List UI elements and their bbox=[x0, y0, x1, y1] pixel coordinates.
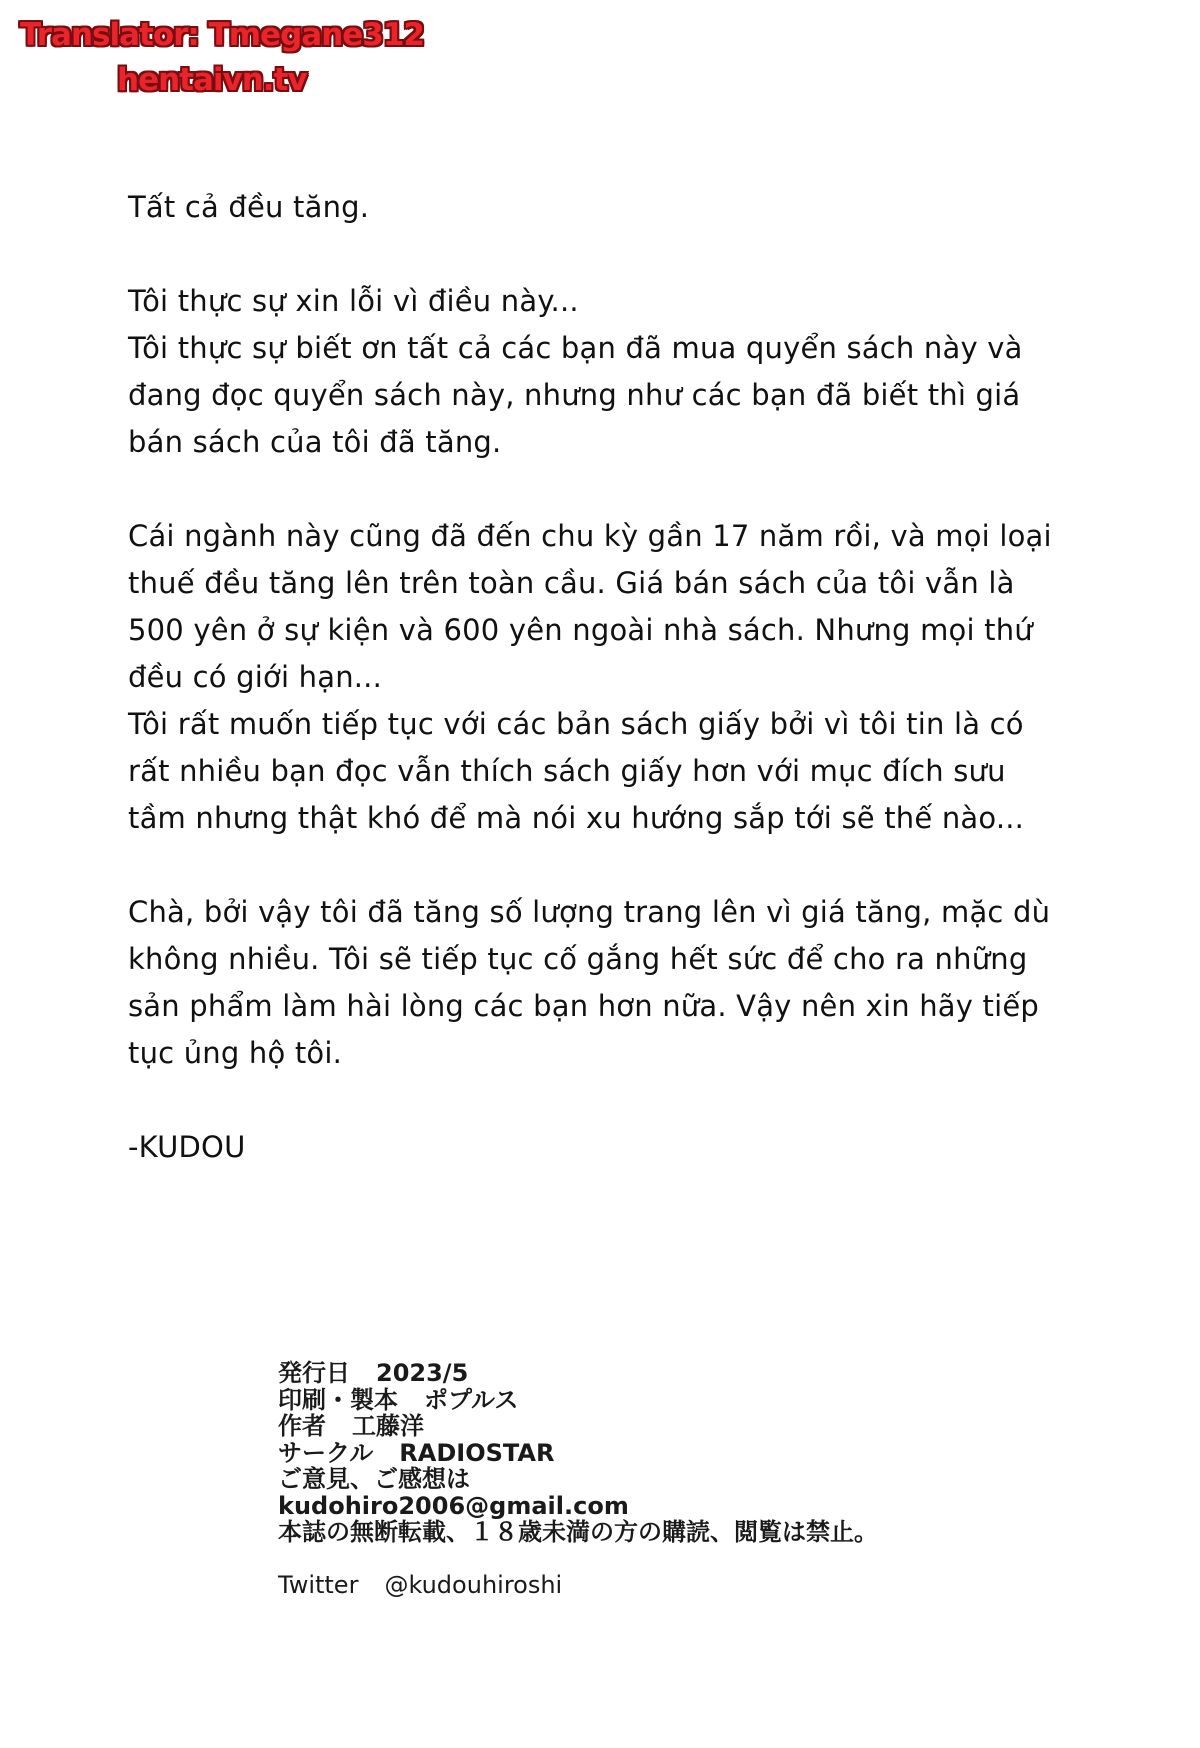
twitter-line bbox=[278, 1572, 1078, 1599]
letter-paragraph-4: Cái ngành này cũng đã đến chu kỳ gần 17 năm rồi, và mọi loại thuế đều tăng lên trên toàn cầu. Giá bán sách của tôi vẫn là 500 yên ở sự kiện và 600 yên ngoài nhà sách. Nhưng mọi thứ đều có giới hạn... bbox=[128, 519, 1052, 694]
feedback-label: ご意見、ご感想は bbox=[278, 1465, 470, 1493]
translator-credit: Translator: Tmegane312 bbox=[20, 17, 424, 53]
author-value: 工藤洋 bbox=[352, 1412, 424, 1440]
printer-label: 印刷・製本 bbox=[278, 1385, 398, 1414]
twitter-handle: @kudouhiroshi bbox=[384, 1570, 563, 1599]
letter-paragraph-5: Tôi rất muốn tiếp tục với các bản sách giấy bởi vì tôi tin là có rất nhiều bạn đọc vẫn thích sách giấy hơn với mục đích sưu tầm nhưng thật khó để mà nói xu hướng sắp tới sẽ thế nào... bbox=[128, 707, 1025, 835]
colophon-date bbox=[278, 1360, 1078, 1387]
colophon-printer bbox=[278, 1387, 1078, 1414]
circle-label: サークル bbox=[278, 1438, 374, 1467]
afterword-letter bbox=[128, 184, 1128, 1218]
date-value: 2023/5 bbox=[376, 1359, 469, 1387]
colophon-author bbox=[278, 1413, 1078, 1440]
letter-paragraph-2: Tôi thực sự xin lỗi vì điều này... bbox=[128, 284, 579, 318]
circle-value: RADIOSTAR bbox=[399, 1438, 555, 1467]
date-label: 発行日 bbox=[278, 1359, 350, 1387]
letter-signature: -KUDOU bbox=[128, 1130, 246, 1164]
author-label: 作者 bbox=[278, 1412, 326, 1440]
twitter-label: Twitter bbox=[278, 1570, 359, 1599]
site-credit: hentaivn.tv bbox=[117, 62, 307, 98]
reprint-notice: 本誌の無断転載、１８歳未満の方の購読、閲覧は禁止。 bbox=[278, 1518, 878, 1546]
colophon bbox=[278, 1360, 1078, 1598]
colophon-circle bbox=[278, 1440, 1078, 1467]
contact-email: kudohiro2006@gmail.com bbox=[278, 1491, 629, 1520]
printer-value: ポプルス bbox=[424, 1385, 519, 1414]
letter-paragraph-6: Chà, bởi vậy tôi đã tăng số lượng trang lên vì giá tăng, mặc dù không nhiều. Tôi sẽ tiếp tục cố gắng hết sức để cho ra những sản phẩm làm hài lòng các bạn hơn nữa. Vậy nên xin hãy tiếp tục ủng hộ tôi. bbox=[128, 895, 1051, 1070]
letter-paragraph-1: Tất cả đều tăng. bbox=[128, 190, 370, 224]
letter-paragraph-3: Tôi thực sự biết ơn tất cả các bạn đã mua quyển sách này và đang đọc quyển sách này, nhưng như các bạn đã biết thì giá bán sách của tôi đã tăng. bbox=[128, 331, 1023, 459]
